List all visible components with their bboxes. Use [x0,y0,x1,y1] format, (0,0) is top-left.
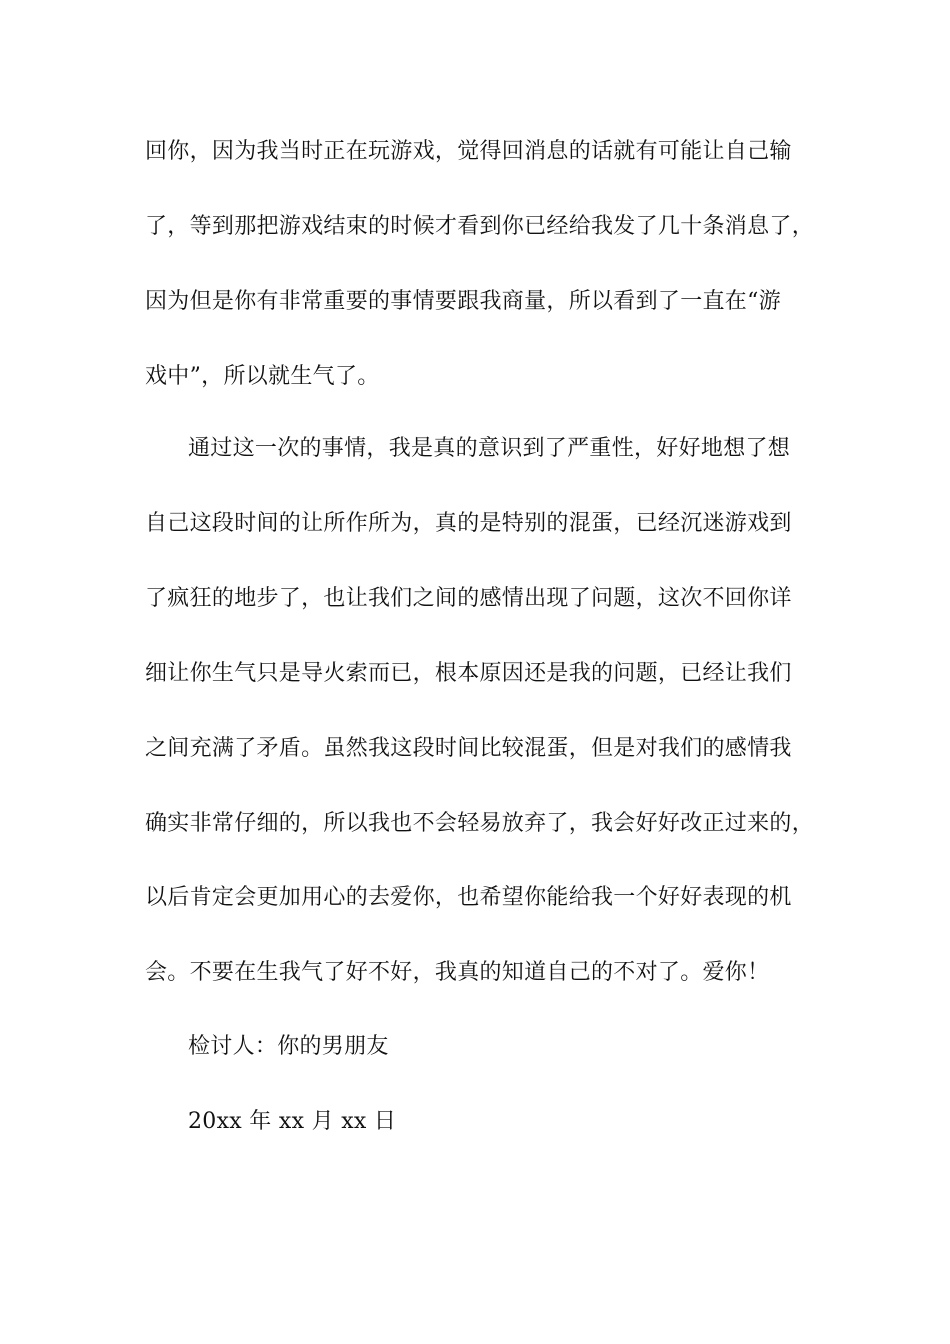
body-text-line: 了疯狂的地步了，也让我们之间的感情出现了问题，这次不回你详 [145,586,792,611]
body-text-line: 通过这一次的事情，我是真的意识到了严重性，好好地想了想 [188,436,791,461]
date-line: 20xx 年 xx 月 xx 日 [188,1109,397,1134]
body-text-line: 细让你生气只是导火索而已，根本原因还是我的问题，已经让我们 [145,661,792,686]
body-text-line: 了，等到那把游戏结束的时候才看到你已经给我发了几十条消息了， [145,214,815,239]
body-text-line: 自己这段时间的让所作所为，真的是特别的混蛋，已经沉迷游戏到 [145,511,792,536]
body-text-line: 确实非常仔细的，所以我也不会轻易放弃了，我会好好改正过来的， [145,811,815,836]
body-text-line: 戏中”，所以就生气了。 [145,364,380,389]
body-text-line: 之间充满了矛盾。虽然我这段时间比较混蛋，但是对我们的感情我 [145,736,792,761]
signature-line: 检讨人：你的男朋友 [188,1034,389,1059]
body-text-line: 回你，因为我当时正在玩游戏，觉得回消息的话就有可能让自己输 [145,139,792,164]
body-text-line: 因为但是你有非常重要的事情要跟我商量，所以看到了一直在“游 [145,289,781,314]
body-text-line: 以后肯定会更加用心的去爱你，也希望你能给我一个好好表现的机 [145,885,792,910]
body-text-line: 会。不要在生我气了好不好，我真的知道自己的不对了。爱你！ [145,960,770,985]
